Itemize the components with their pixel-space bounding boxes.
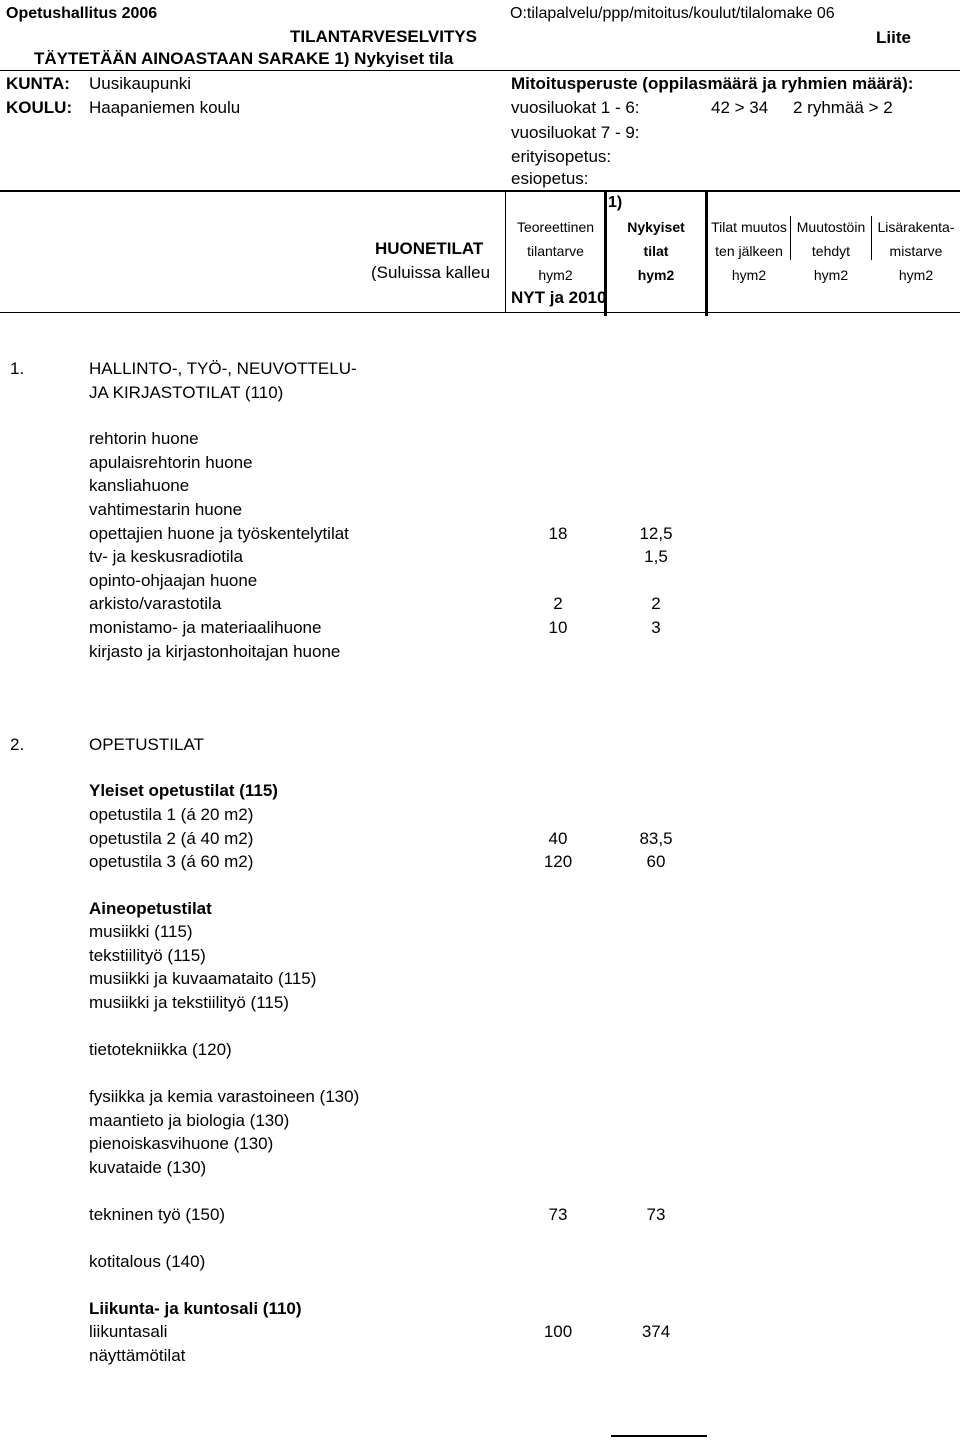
column-header-additional-need: Lisärakenta- mistarve hym2 bbox=[877, 219, 955, 283]
room-name: maantieto ja biologia (130) bbox=[89, 1111, 290, 1130]
theoretical-value: 10 bbox=[548, 618, 568, 637]
kunta-value: Uusikaupunki bbox=[89, 74, 192, 93]
room-name: liikuntasali bbox=[89, 1322, 168, 1341]
room-name: kansliahuone bbox=[89, 476, 190, 495]
room-name: opetustila 3 (á 60 m2) bbox=[89, 852, 254, 871]
column-header-bottom-rule bbox=[0, 312, 960, 313]
section-title: OPETUSTILAT bbox=[89, 735, 204, 754]
room-name: opetustila 1 (á 20 m2) bbox=[89, 805, 254, 824]
org-name: Opetushallitus 2006 bbox=[6, 5, 158, 22]
room-name: fysiikka ja kemia varastoineen (130) bbox=[89, 1087, 360, 1106]
room-name: arkisto/varastotila bbox=[89, 594, 222, 613]
column-header-top-rule bbox=[0, 190, 960, 192]
theoretical-value: 120 bbox=[543, 852, 573, 871]
basis-title: Mitoitusperuste (oppilasmäärä ja ryhmien määrä): bbox=[511, 74, 914, 93]
basis-row-label: vuosiluokat 1 - 6: bbox=[511, 98, 640, 117]
attachment-label: Liite bbox=[876, 28, 911, 47]
room-name: apulaisrehtorin huone bbox=[89, 453, 253, 472]
header-rule bbox=[0, 70, 960, 71]
basis-row-label: erityisopetus: bbox=[511, 147, 612, 166]
koulu-label: KOULU: bbox=[6, 98, 73, 117]
room-name: tekninen työ (150) bbox=[89, 1205, 226, 1224]
section-number: 1. bbox=[10, 359, 25, 378]
room-name: tietotekniikka (120) bbox=[89, 1040, 232, 1059]
rooms-title: HUONETILAT bbox=[375, 239, 484, 258]
room-name: tekstiilityö (115) bbox=[89, 946, 206, 965]
room-name: näyttämötilat bbox=[89, 1346, 186, 1365]
file-path: O:tilapalvelu/ppp/mitoitus/koulut/tilalomake 06 bbox=[510, 5, 835, 22]
room-name: kuvataide (130) bbox=[89, 1158, 207, 1177]
room-name: opetustila 2 (á 40 m2) bbox=[89, 829, 254, 848]
now-label: NYT ja 2010 bbox=[511, 288, 607, 307]
fill-instruction: TÄYTETÄÄN AINOASTAAN SARAKE 1) Nykyiset tila bbox=[34, 50, 454, 67]
room-name: pienoiskasvihuone (130) bbox=[89, 1134, 274, 1153]
section-title: HALLINTO-, TYÖ-, NEUVOTTELU- bbox=[89, 359, 357, 378]
room-name: monistamo- ja materiaalihuone bbox=[89, 618, 322, 637]
theoretical-value: 2 bbox=[553, 594, 563, 613]
room-name: musiikki (115) bbox=[89, 922, 193, 941]
basis-row-students: 42 > 34 bbox=[711, 98, 769, 117]
room-name: vahtimestarin huone bbox=[89, 500, 243, 519]
basis-row-label: vuosiluokat 7 - 9: bbox=[511, 123, 640, 142]
total-underline bbox=[611, 1435, 707, 1437]
rooms-note: (Suluissa kalleu bbox=[371, 264, 491, 281]
current-value: 374 bbox=[641, 1322, 671, 1341]
theoretical-value: 40 bbox=[548, 829, 568, 848]
subsection-title: Yleiset opetustilat (115) bbox=[89, 781, 278, 800]
koulu-value: Haapaniemen koulu bbox=[89, 98, 241, 117]
subsection-title: Aineopetustilat bbox=[89, 899, 212, 918]
section-title: JA KIRJASTOTILAT (110) bbox=[89, 383, 284, 402]
room-name: opettajien huone ja työskentelytilat bbox=[89, 524, 349, 543]
theoretical-value: 18 bbox=[548, 524, 568, 543]
column-marker: 1) bbox=[608, 194, 623, 211]
column-header-current: Nykyiset tilat hym2 bbox=[627, 219, 685, 283]
room-name: rehtorin huone bbox=[89, 429, 199, 448]
theoretical-value: 73 bbox=[548, 1205, 568, 1224]
room-name: kirjasto ja kirjastonhoitajan huone bbox=[89, 642, 341, 661]
room-name: tv- ja keskusradiotila bbox=[89, 547, 244, 566]
column-divider bbox=[505, 192, 506, 312]
current-value: 2 bbox=[651, 594, 661, 613]
room-name: kotitalous (140) bbox=[89, 1252, 206, 1271]
room-name: musiikki ja kuvaamataito (115) bbox=[89, 969, 317, 988]
column-header-theoretical: Teoreettinen tilantarve hym2 bbox=[516, 219, 595, 283]
form-title: TILANTARVESELVITYS bbox=[290, 27, 478, 46]
column-header-changes-done: Muutostöin tehdyt hym2 bbox=[796, 219, 866, 283]
current-value: 12,5 bbox=[639, 524, 673, 543]
room-name: opinto-ohjaajan huone bbox=[89, 571, 258, 590]
current-value: 60 bbox=[646, 852, 666, 871]
basis-row-groups: 2 ryhmää > 2 bbox=[793, 98, 893, 117]
section-number: 2. bbox=[10, 735, 25, 754]
current-value: 3 bbox=[651, 618, 661, 637]
kunta-label: KUNTA: bbox=[6, 74, 70, 93]
basis-row-label: esiopetus: bbox=[511, 169, 589, 188]
subsection-title: Liikunta- ja kuntosali (110) bbox=[89, 1299, 302, 1318]
room-name: musiikki ja tekstiilityö (115) bbox=[89, 993, 289, 1012]
current-value: 73 bbox=[646, 1205, 666, 1224]
current-value: 1,5 bbox=[644, 547, 668, 566]
current-value: 83,5 bbox=[639, 829, 673, 848]
column-header-after-changes: Tilat muutos ten jälkeen hym2 bbox=[711, 219, 787, 283]
theoretical-value: 100 bbox=[543, 1322, 573, 1341]
